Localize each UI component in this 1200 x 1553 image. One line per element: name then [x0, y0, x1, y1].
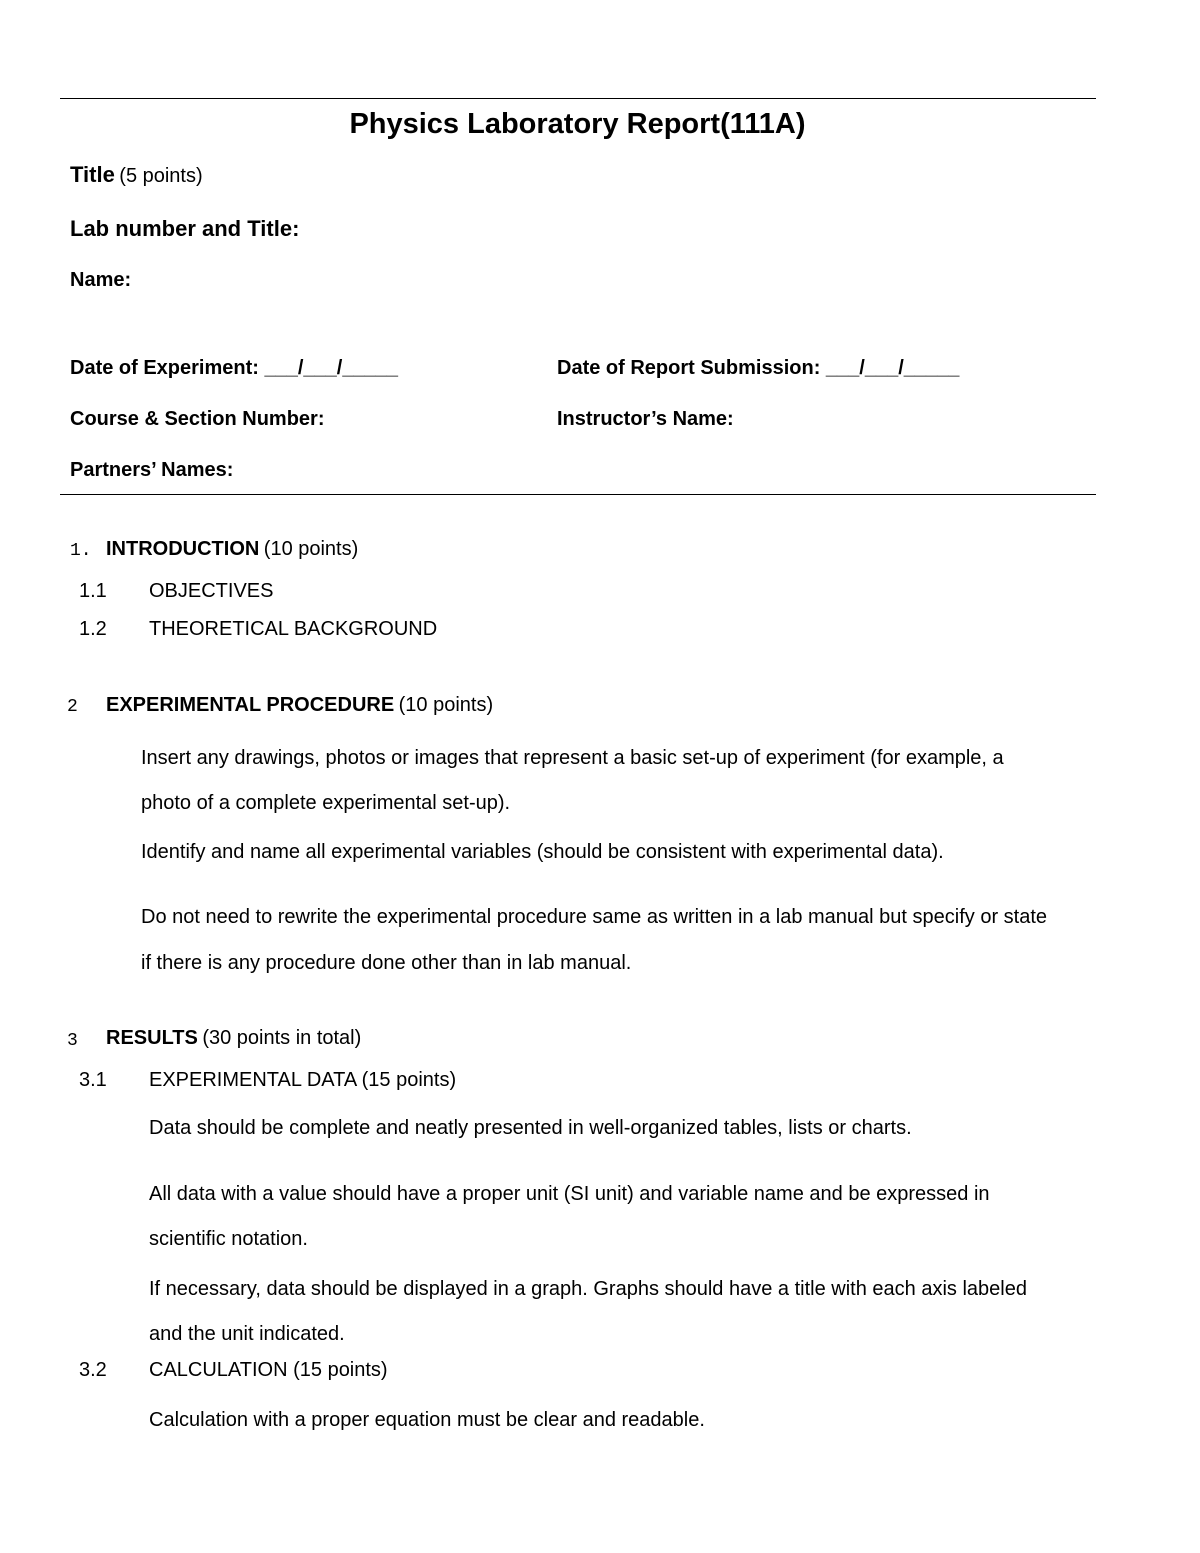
- procedure-paragraph-2: Identify and name all experimental variables (should be consistent with experimental data).: [141, 841, 944, 863]
- section-2-points: (10 points): [398, 694, 494, 716]
- subsection-3-1-number: 3.1: [79, 1069, 107, 1091]
- instructor-name-label: Instructor’s Name:: [557, 408, 734, 430]
- name-label: Name:: [70, 269, 132, 291]
- section-1-points: (10 points): [263, 538, 359, 560]
- section-3-title: RESULTS: [106, 1027, 198, 1049]
- section-1-title: INTRODUCTION: [106, 538, 260, 560]
- section-3-number: 3: [67, 1031, 78, 1051]
- procedure-paragraph-1-line-1: Insert any drawings, photos or images that represent a basic set-up of experiment (for example, a: [141, 747, 1004, 769]
- calculation-paragraph: Calculation with a proper equation must be clear and readable.: [149, 1409, 705, 1431]
- subsection-1-1-number: 1.1: [79, 580, 107, 602]
- title-line: [70, 162, 203, 188]
- procedure-paragraph-3-line-2: if there is any procedure done other than in lab manual.: [141, 952, 632, 974]
- title-label: Title: [70, 162, 115, 187]
- page-title: Physics Laboratory Report(111A): [349, 108, 806, 140]
- section-2-title: EXPERIMENTAL PROCEDURE: [106, 694, 395, 716]
- subsection-3-2-number: 3.2: [79, 1359, 107, 1381]
- date-of-experiment: Date of Experiment: ___/___/_____: [70, 357, 398, 379]
- title-points: (5 points): [119, 165, 203, 187]
- procedure-paragraph-1-line-2: photo of a complete experimental set-up).: [141, 792, 511, 814]
- subsection-3-2-title: CALCULATION (15 points): [149, 1359, 388, 1381]
- section-3-heading: [106, 1027, 361, 1050]
- results-data-paragraph-2-line-2: scientific notation.: [149, 1228, 308, 1250]
- section-2-heading: [106, 694, 493, 717]
- results-data-paragraph-3-line-2: and the unit indicated.: [149, 1323, 345, 1345]
- subsection-3-1-title: EXPERIMENTAL DATA (15 points): [149, 1069, 457, 1091]
- top-rule: [60, 98, 1096, 99]
- subsection-1-2-number: 1.2: [79, 618, 107, 640]
- course-section-label: Course & Section Number:: [70, 408, 325, 430]
- section-1-heading: [106, 538, 358, 561]
- date-of-submission: Date of Report Submission: ___/___/_____: [557, 357, 960, 379]
- results-data-paragraph-2-line-1: All data with a value should have a proper unit (SI unit) and variable name and be expressed in: [149, 1183, 990, 1205]
- procedure-paragraph-3-line-1: Do not need to rewrite the experimental procedure same as written in a lab manual but specify or state: [141, 906, 1048, 928]
- results-data-paragraph-1: Data should be complete and neatly presented in well-organized tables, lists or charts.: [149, 1117, 912, 1139]
- lab-number-label: Lab number and Title:: [70, 216, 300, 241]
- subsection-1-1-title: OBJECTIVES: [149, 580, 274, 602]
- partners-names-label: Partners’ Names:: [70, 459, 234, 481]
- section-3-points: (30 points in total): [202, 1027, 362, 1049]
- section-1-number: 1.: [70, 541, 92, 561]
- section-2-number: 2: [67, 697, 78, 717]
- results-data-paragraph-3-line-1: If necessary, data should be displayed in a graph. Graphs should have a title with each axis labeled: [149, 1278, 1027, 1300]
- bottom-rule: [60, 494, 1096, 495]
- subsection-1-2-title: THEORETICAL BACKGROUND: [149, 618, 438, 640]
